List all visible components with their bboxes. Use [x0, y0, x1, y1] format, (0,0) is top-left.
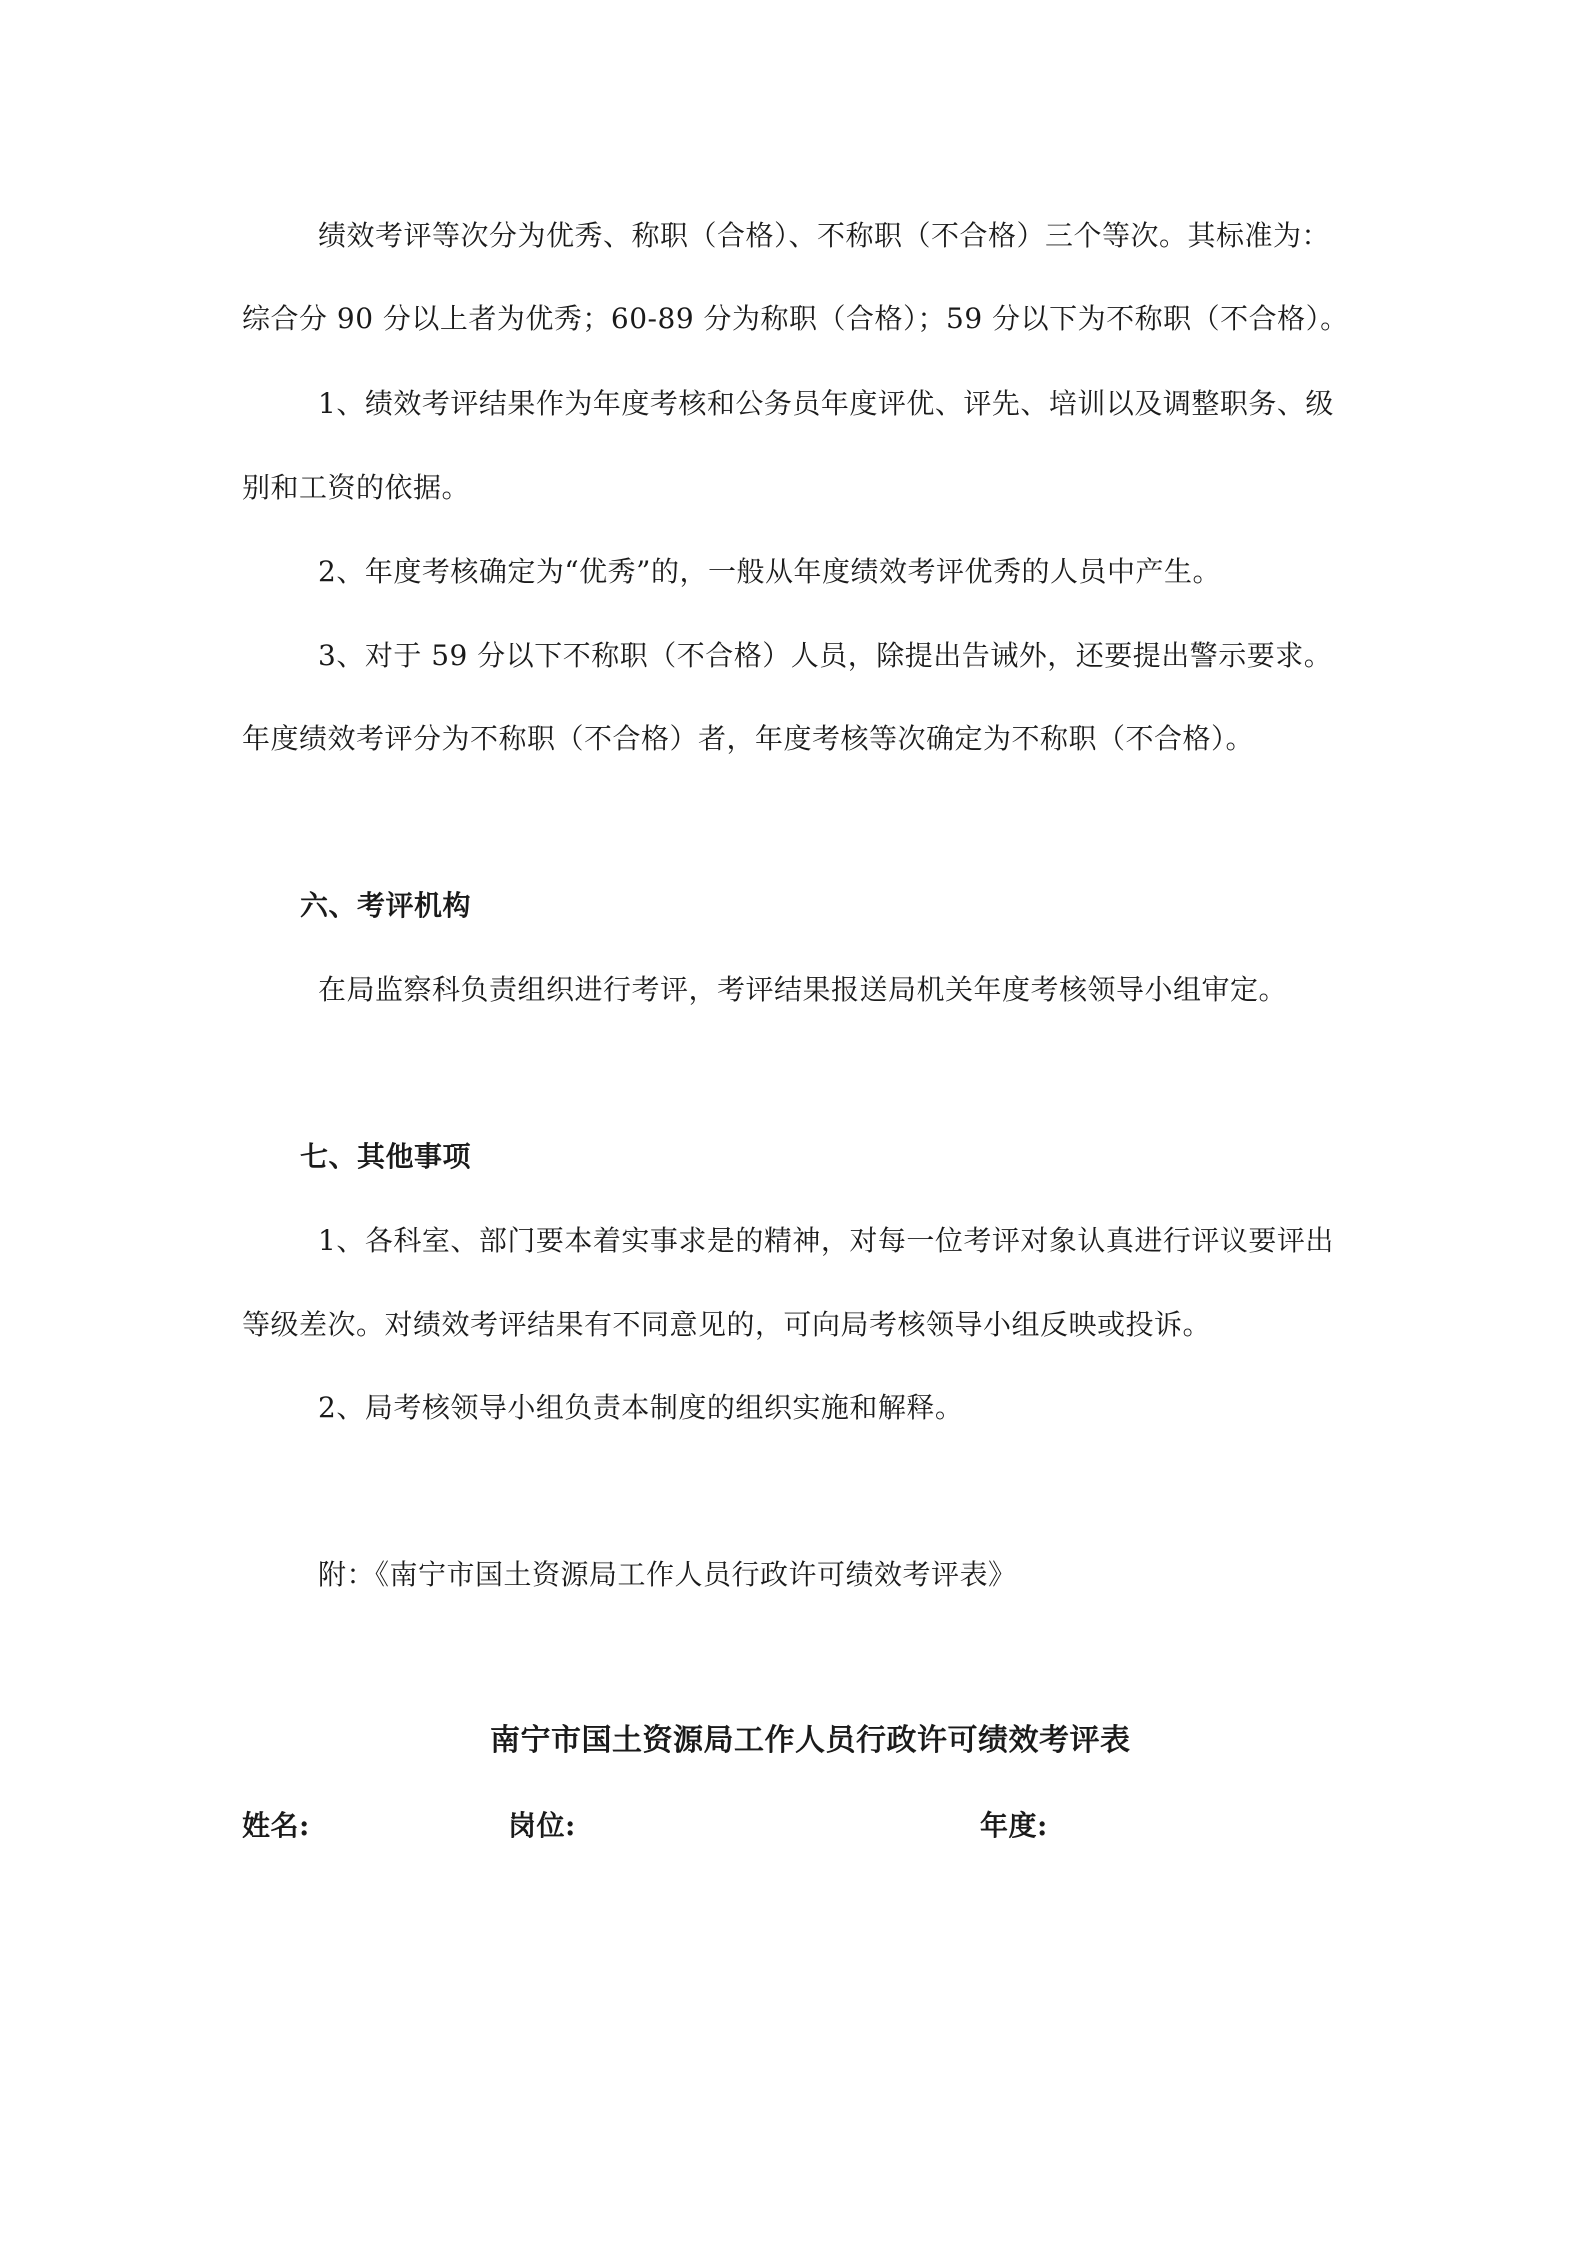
- form-title: 南宁市国土资源局工作人员行政许可绩效考评表: [490, 1723, 1131, 1758]
- section-6-paragraph: 在局监察科负责组织进行考评，考评结果报送局机关年度考核领导小组审定。: [318, 973, 1288, 1006]
- usage-item-2: 2、年度考核确定为“优秀”的，一般从年度绩效考评优秀的人员中产生。: [318, 555, 1221, 588]
- post-label: 岗位:: [508, 1809, 576, 1842]
- usage-item-1-line-1: 1、绩效考评结果作为年度考核和公务员年度评优、评先、培训以及调整职务、级: [318, 387, 1334, 420]
- usage-item-1-line-2: 别和工资的依据。: [242, 471, 471, 504]
- usage-item-3-line-2: 年度绩效考评分为不称职（不合格）者，年度考核等次确定为不称职（不合格）。: [242, 722, 1255, 755]
- grade-standard-line-2: 综合分 90 分以上者为优秀；60-89 分为称职（合格）；59 分以下为不称职（不合格）。: [242, 302, 1349, 335]
- name-label: 姓名:: [242, 1809, 310, 1842]
- section-7-item-2: 2、局考核领导小组负责本制度的组织实施和解释。: [318, 1391, 964, 1424]
- attachment-note: 附：《南宁市国土资源局工作人员行政许可绩效考评表》: [318, 1558, 1017, 1591]
- usage-item-3-line-1: 3、对于 59 分以下不称职（不合格）人员，除提出告诫外，还要提出警示要求。: [318, 639, 1333, 672]
- section-7-item-1-line-1: 1、各科室、部门要本着实事求是的精神，对每一位考评对象认真进行评议要评出: [318, 1224, 1334, 1257]
- section-7-item-1-line-2: 等级差次。对绩效考评结果有不同意见的，可向局考核领导小组反映或投诉。: [242, 1308, 1212, 1341]
- section-7-heading: 七、其他事项: [300, 1140, 472, 1173]
- grade-standard-line-1: 绩效考评等次分为优秀、称职（合格）、不称职（不合格）三个等次。其标准为：: [318, 219, 1331, 252]
- section-6-heading: 六、考评机构: [300, 889, 472, 922]
- year-label: 年度:: [980, 1809, 1048, 1842]
